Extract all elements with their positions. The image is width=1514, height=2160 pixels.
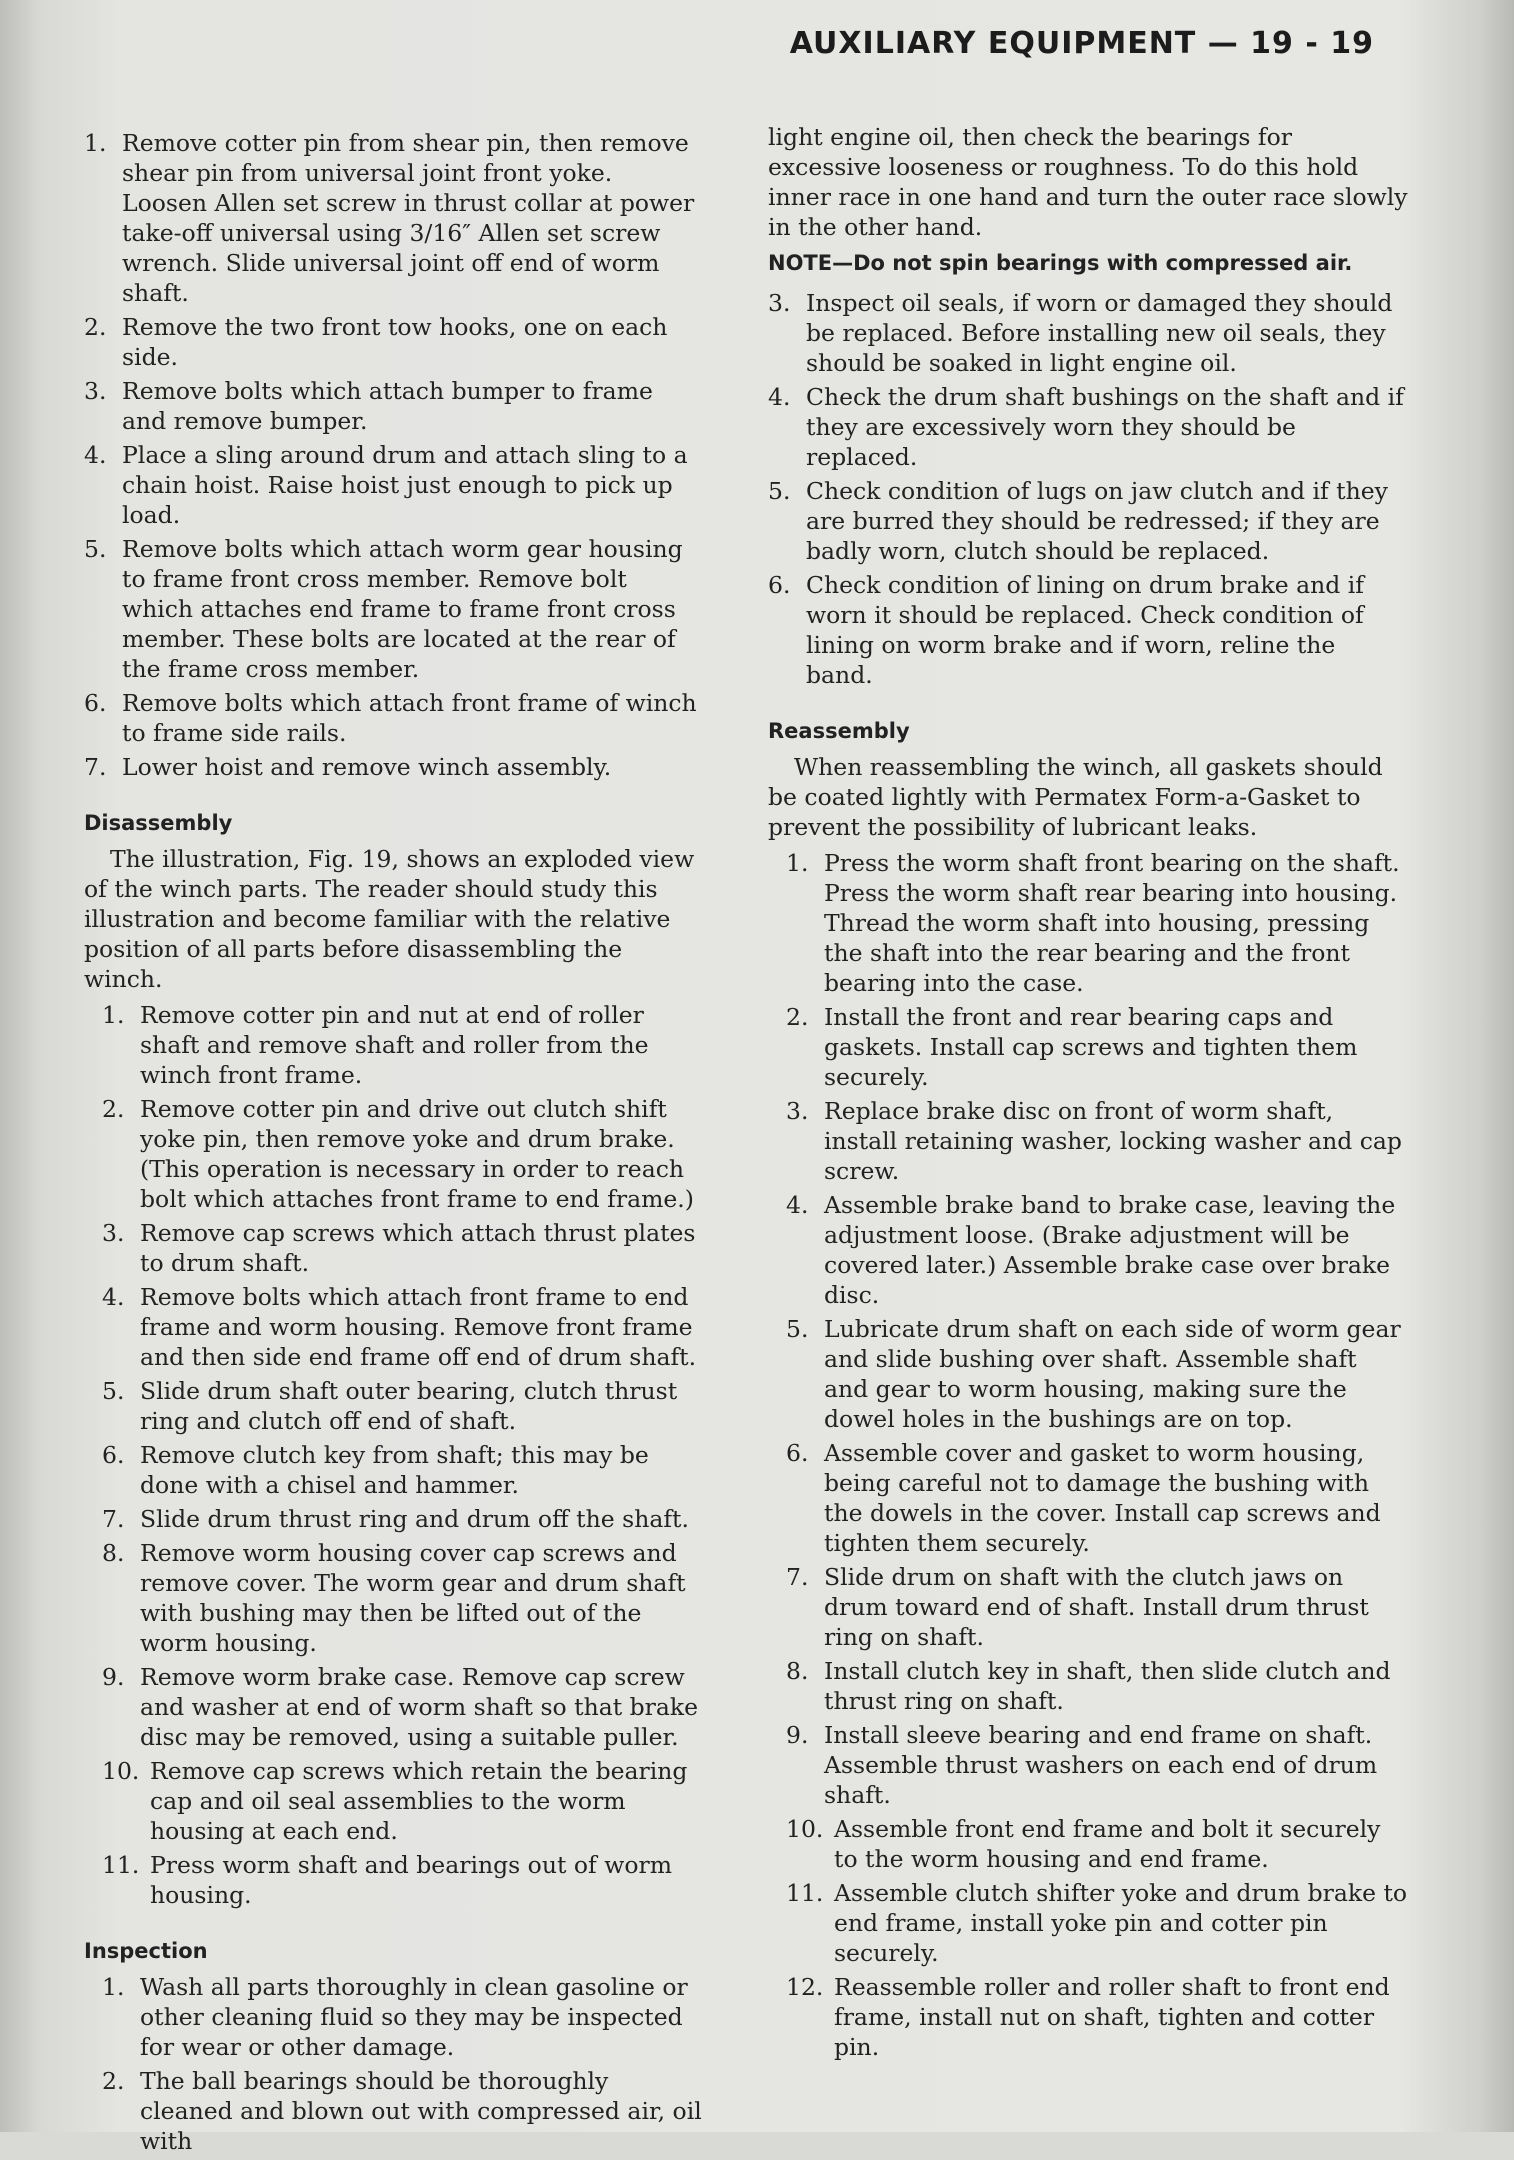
step-number: 11. bbox=[102, 1851, 140, 1879]
step-text: Slide drum shaft outer bearing, clutch thrust ring and clutch off end of shaft. bbox=[140, 1377, 678, 1435]
step-number: 11. bbox=[786, 1879, 824, 1907]
list-item bbox=[786, 1720, 1408, 1810]
step-number: 12. bbox=[786, 1973, 824, 2001]
step-number: 9. bbox=[102, 1663, 125, 1691]
step-text: Check condition of lugs on jaw clutch and if they are burred they should be redressed; if they are badly worn, clutch should be replaced. bbox=[806, 477, 1388, 565]
list-item bbox=[786, 1002, 1408, 1092]
step-text: Remove worm housing cover cap screws and remove cover. The worm gear and drum shaft with bushing may then be lifted out of the worm housing. bbox=[140, 1539, 686, 1657]
list-item bbox=[102, 1538, 704, 1658]
step-number: 1. bbox=[102, 1001, 125, 1029]
step-number: 2. bbox=[102, 2067, 125, 2095]
step-number: 3. bbox=[768, 289, 791, 317]
step-number: 4. bbox=[84, 441, 107, 469]
step-text: Reassemble roller and roller shaft to front end frame, install nut on shaft, tighten and cotter pin. bbox=[834, 1973, 1390, 2061]
step-number: 10. bbox=[786, 1815, 824, 1843]
list-item bbox=[84, 752, 704, 782]
list-item bbox=[786, 1562, 1408, 1652]
step-text: Assemble cover and gasket to worm housing, being careful not to damage the bushing with the dowels in the cover. Install cap screws and tighten them securely. bbox=[824, 1439, 1381, 1557]
list-item bbox=[102, 1662, 704, 1752]
step-number: 7. bbox=[786, 1563, 809, 1591]
step-text: Wash all parts thoroughly in clean gasoline or other cleaning fluid so they may be inspected for wear or other damage. bbox=[140, 1973, 688, 2061]
step-number: 2. bbox=[786, 1003, 809, 1031]
list-item bbox=[768, 476, 1408, 566]
list-item bbox=[102, 1972, 704, 2062]
step-text: Remove the two front tow hooks, one on each side. bbox=[122, 313, 668, 371]
step-text: Remove cotter pin and nut at end of roller shaft and remove shaft and roller from the winch front frame. bbox=[140, 1001, 649, 1089]
inspection-heading: Inspection bbox=[84, 1939, 208, 1963]
list-item bbox=[768, 382, 1408, 472]
right-column bbox=[768, 122, 1408, 2066]
list-item bbox=[102, 1504, 704, 1534]
list-item bbox=[102, 1282, 704, 1372]
list-item bbox=[102, 1376, 704, 1436]
step-number: 8. bbox=[786, 1657, 809, 1685]
list-item bbox=[102, 1094, 704, 1214]
disassembly-intro: The illustration, Fig. 19, shows an exploded view of the winch parts. The reader should study this illustration and become familiar with the relative position of all parts before disassembling the winch. bbox=[84, 845, 695, 993]
list-item bbox=[84, 376, 704, 436]
step-number: 7. bbox=[84, 753, 107, 781]
step-text: Remove clutch key from shaft; this may be done with a chisel and hammer. bbox=[140, 1441, 649, 1499]
disassembly-steps bbox=[102, 1000, 704, 1910]
step-text: Assemble front end frame and bolt it securely to the worm housing and end frame. bbox=[834, 1815, 1381, 1873]
list-item bbox=[84, 688, 704, 748]
inspection-continuation: light engine oil, then check the bearings for excessive looseness or roughness. To do this hold inner race in one hand and turn the outer race slowly in the other hand. bbox=[768, 123, 1408, 241]
removal-steps bbox=[84, 128, 704, 782]
list-item bbox=[84, 440, 704, 530]
list-item bbox=[786, 848, 1408, 998]
step-text: Replace brake disc on front of worm shaft, install retaining washer, locking washer and cap screw. bbox=[824, 1097, 1402, 1185]
step-number: 7. bbox=[102, 1505, 125, 1533]
list-item bbox=[84, 534, 704, 684]
reassembly-heading: Reassembly bbox=[768, 719, 910, 743]
step-text: Remove cotter pin and drive out clutch shift yoke pin, then remove yoke and drum brake. (This operation is necessary in order to reach bolt which attaches front frame to end frame.) bbox=[140, 1095, 694, 1213]
step-text: Lower hoist and remove winch assembly. bbox=[122, 753, 612, 781]
note: NOTE—Do not spin bearings with compressed air. bbox=[768, 251, 1353, 275]
list-item bbox=[102, 2066, 704, 2156]
step-text: Check condition of lining on drum brake and if worn it should be replaced. Check condition of lining on worm brake and if worn, reline the band. bbox=[806, 571, 1364, 689]
step-text: Lubricate drum shaft on each side of worm gear and slide bushing over shaft. Assemble shaft and gear to worm housing, making sure the dowel holes in the bushings are on top. bbox=[824, 1315, 1401, 1433]
reassembly-intro: When reassembling the winch, all gaskets should be coated lightly with Permatex Form-a-Gasket to prevent the possibility of lubricant leaks. bbox=[768, 753, 1383, 841]
list-item bbox=[786, 1972, 1408, 2062]
step-number: 3. bbox=[786, 1097, 809, 1125]
step-number: 1. bbox=[102, 1973, 125, 2001]
list-item bbox=[786, 1878, 1408, 1968]
step-number: 9. bbox=[786, 1721, 809, 1749]
step-number: 5. bbox=[768, 477, 791, 505]
list-item bbox=[786, 1814, 1408, 1874]
step-text: Remove cotter pin from shear pin, then remove shear pin from universal joint front yoke. Loosen Allen set screw in thrust collar at power take-off universal using 3/16″ Allen set screw wrench. Slide universal joint off end of worm shaft. bbox=[122, 129, 695, 307]
step-text: Press worm shaft and bearings out of worm housing. bbox=[150, 1851, 672, 1909]
step-text: Remove bolts which attach bumper to frame and remove bumper. bbox=[122, 377, 653, 435]
step-number: 3. bbox=[84, 377, 107, 405]
step-text: The ball bearings should be thoroughly cleaned and blown out with compressed air, oil with bbox=[140, 2067, 702, 2155]
step-text: Place a sling around drum and attach sling to a chain hoist. Raise hoist just enough to pick up load. bbox=[122, 441, 688, 529]
left-column bbox=[84, 128, 704, 2160]
step-text: Check the drum shaft bushings on the shaft and if they are excessively worn they should be replaced. bbox=[806, 383, 1404, 471]
step-text: Remove cap screws which attach thrust plates to drum shaft. bbox=[140, 1219, 696, 1277]
list-item bbox=[768, 288, 1408, 378]
step-number: 10. bbox=[102, 1757, 140, 1785]
step-number: 8. bbox=[102, 1539, 125, 1567]
reassembly-steps bbox=[786, 848, 1408, 2062]
list-item bbox=[102, 1850, 704, 1910]
list-item bbox=[84, 312, 704, 372]
step-text: Remove cap screws which retain the bearing cap and oil seal assemblies to the worm housing at each end. bbox=[150, 1757, 688, 1845]
step-text: Remove bolts which attach front frame of winch to frame side rails. bbox=[122, 689, 697, 747]
step-number: 1. bbox=[84, 129, 107, 157]
list-item bbox=[102, 1000, 704, 1090]
page-header: AUXILIARY EQUIPMENT — 19 - 19 bbox=[789, 26, 1374, 61]
step-number: 6. bbox=[786, 1439, 809, 1467]
step-text: Assemble clutch shifter yoke and drum brake to end frame, install yoke pin and cotter pin securely. bbox=[834, 1879, 1408, 1967]
step-number: 3. bbox=[102, 1219, 125, 1247]
list-item bbox=[768, 570, 1408, 690]
list-item bbox=[102, 1440, 704, 1500]
list-item bbox=[786, 1656, 1408, 1716]
list-item bbox=[84, 128, 704, 308]
step-number: 6. bbox=[768, 571, 791, 599]
list-item bbox=[102, 1756, 704, 1846]
list-item bbox=[786, 1438, 1408, 1558]
inspection-steps-continued bbox=[768, 288, 1408, 690]
step-number: 2. bbox=[102, 1095, 125, 1123]
step-number: 4. bbox=[768, 383, 791, 411]
list-item bbox=[102, 1218, 704, 1278]
step-text: Assemble brake band to brake case, leaving the adjustment loose. (Brake adjustment will be covered later.) Assemble brake case over brake disc. bbox=[824, 1191, 1396, 1309]
step-number: 4. bbox=[102, 1283, 125, 1311]
step-text: Inspect oil seals, if worn or damaged they should be replaced. Before installing new oil seals, they should be soaked in light engine oil. bbox=[806, 289, 1393, 377]
step-number: 4. bbox=[786, 1191, 809, 1219]
step-number: 6. bbox=[102, 1441, 125, 1469]
step-text: Remove bolts which attach worm gear housing to frame front cross member. Remove bolt which attaches end frame to frame front cross member. These bolts are located at the rear of the frame cross member. bbox=[122, 535, 683, 683]
list-item bbox=[786, 1190, 1408, 1310]
step-number: 5. bbox=[102, 1377, 125, 1405]
step-number: 2. bbox=[84, 313, 107, 341]
disassembly-heading: Disassembly bbox=[84, 811, 233, 835]
step-text: Press the worm shaft front bearing on the shaft. Press the worm shaft rear bearing into housing. Thread the worm shaft into housing, pressing the shaft into the rear bearing and the front bearing into the case. bbox=[824, 849, 1400, 997]
inspection-steps bbox=[102, 1972, 704, 2156]
step-text: Slide drum thrust ring and drum off the shaft. bbox=[140, 1505, 689, 1533]
step-text: Remove bolts which attach front frame to end frame and worm housing. Remove front frame and then side end frame off end of drum shaft. bbox=[140, 1283, 697, 1371]
list-item bbox=[786, 1314, 1408, 1434]
step-number: 6. bbox=[84, 689, 107, 717]
step-text: Slide drum on shaft with the clutch jaws on drum toward end of shaft. Install drum thrust ring on shaft. bbox=[824, 1563, 1369, 1651]
step-number: 1. bbox=[786, 849, 809, 877]
step-text: Install the front and rear bearing caps and gaskets. Install cap screws and tighten them securely. bbox=[824, 1003, 1358, 1091]
step-text: Install clutch key in shaft, then slide clutch and thrust ring on shaft. bbox=[824, 1657, 1391, 1715]
step-text: Install sleeve bearing and end frame on shaft. Assemble thrust washers on each end of drum shaft. bbox=[824, 1721, 1378, 1809]
step-number: 5. bbox=[84, 535, 107, 563]
list-item bbox=[786, 1096, 1408, 1186]
step-number: 5. bbox=[786, 1315, 809, 1343]
step-text: Remove worm brake case. Remove cap screw and washer at end of worm shaft so that brake disc may be removed, using a suitable puller. bbox=[140, 1663, 699, 1751]
